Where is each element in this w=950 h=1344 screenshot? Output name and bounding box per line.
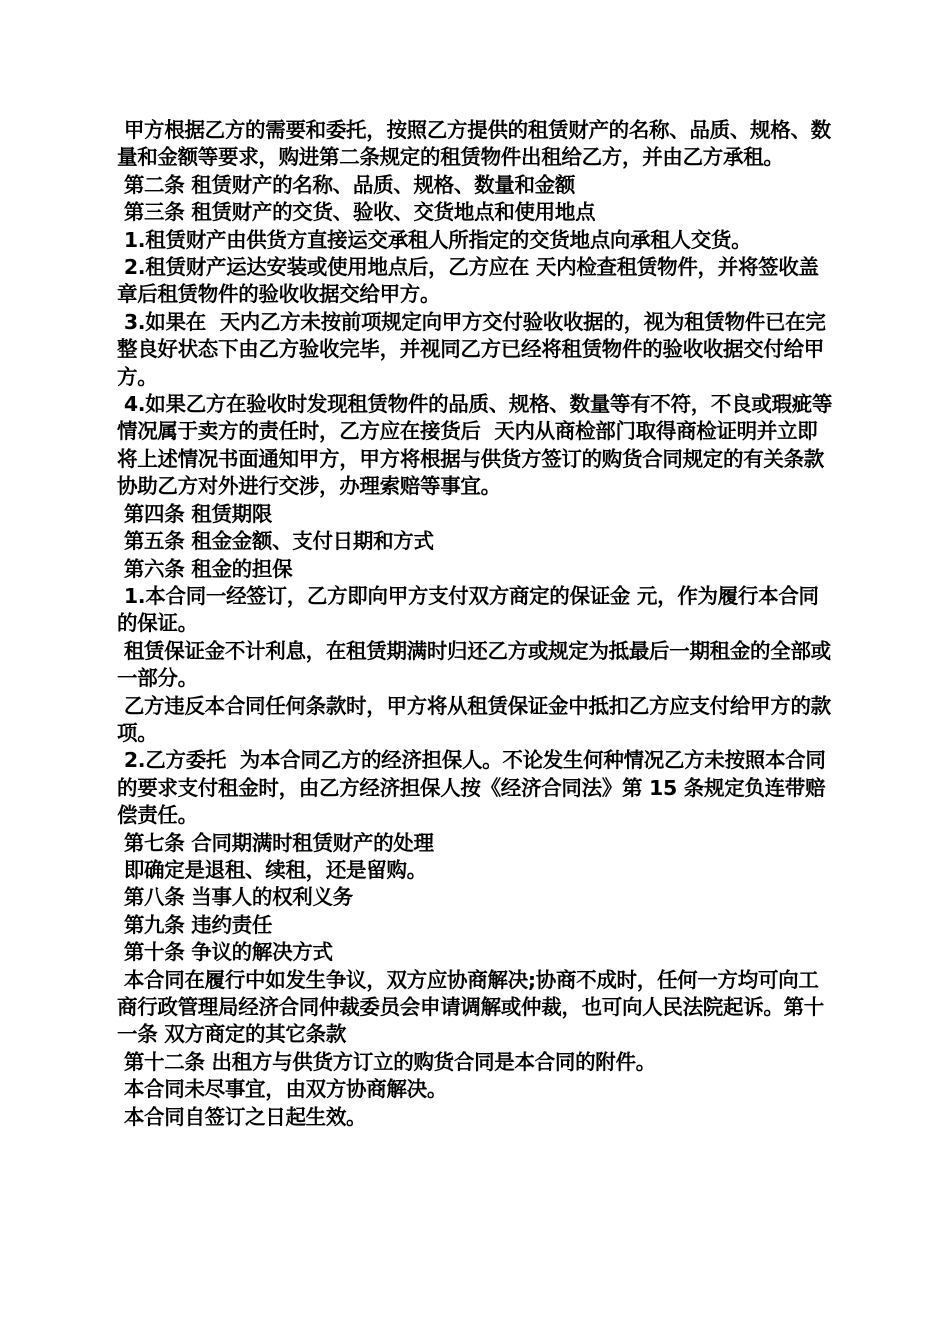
article-6-clause-1: 1.本合同一经签订，乙方即向甲方支付双方商定的保证金 元，作为履行本合同的保证。 (117, 583, 819, 636)
article-7-text: 即确定是退租、续租，还是留购。 (117, 857, 427, 882)
article-4-heading: 第四条 租赁期限 (117, 501, 273, 526)
article-6-clause-2: 2.乙方委托 为本合同乙方的经济担保人。不论发生何种情况乙方未按照本合同的要求支付租金时，由乙方经济担保人按《经济合同法》第 15 条规定负连带赔偿责任。 (117, 748, 826, 828)
article-3-heading: 第三条 租赁财产的交货、验收、交货地点和使用地点 (117, 200, 596, 225)
article-6-deposit-note: 租赁保证金不计利息，在租赁期满时归还乙方或规定为抵最后一期租金的全部或一部分。 (117, 638, 831, 691)
closing-note-2: 本合同自签订之日起生效。 (117, 1104, 367, 1129)
article-9-heading: 第九条 违约责任 (117, 912, 273, 937)
article-3-clause-2: 2.租赁财产运达安装或使用地点后，乙方应在 天内检查租赁物件，并将签收盖章后租赁物件的验收收据交给甲方。 (117, 255, 819, 307)
closing-note-1: 本合同未尽事宜，由双方协商解决。 (117, 1077, 448, 1102)
article-10-heading: 第十条 争议的解决方式 (117, 940, 333, 965)
article-2-heading: 第二条 租赁财产的名称、品质、规格、数量和金额 (117, 172, 576, 197)
article-3-clause-4: 4.如果乙方在验收时发现租赁物件的品质、规格、数量等有不符，不良或瑕疵等情况属于卖方的责任时，乙方应在接货后 天内从商检部门取得商检证明并立即将上述情况书面通知甲方，甲方将根据与供货方签订的购货合同规定的有关条款协助乙方对外进行交涉，办理索赔等事宜。 (117, 392, 833, 499)
article-5-heading: 第五条 租金金额、支付日期和方式 (117, 529, 434, 554)
article-6-deduction-note: 乙方违反本合同任何条款时，甲方将从租赁保证金中抵扣乙方应支付给甲方的款项。 (117, 693, 831, 745)
article-10-text: 本合同在履行中如发生争议，双方应协商解决;协商不成时，任何一方均可向工商行政管理局经济合同仲裁委员会申请调解或仲裁，也可向人民法院起诉。第十一条 双方商定的其它条款 (117, 967, 824, 1047)
article-12-heading: 第十二条 出租方与供货方订立的购货合同是本合同的附件。 (117, 1049, 656, 1074)
paragraph-intro: 甲方根据乙方的需要和委托，按照乙方提供的租赁财产的名称、品质、规格、数量和金额等要求，购进第二条规定的租赁物件出租给乙方，并由乙方承租。 (117, 118, 831, 170)
article-8-heading: 第八条 当事人的权利义务 (117, 885, 353, 910)
article-3-clause-1: 1.租赁财产由供货方直接运交承租人所指定的交货地点向承租人交货。 (117, 227, 752, 252)
article-3-clause-3: 3.如果在 天内乙方未按前项规定向甲方交付验收收据的，视为租赁物件已在完整良好状态下由乙方验收完毕，并视同乙方已经将租赁物件的验收收据交付给甲方。 (117, 309, 826, 389)
article-6-heading: 第六条 租金的担保 (117, 556, 293, 581)
article-7-heading: 第七条 合同期满时租赁财产的处理 (117, 830, 434, 855)
contract-body (117, 117, 837, 1131)
